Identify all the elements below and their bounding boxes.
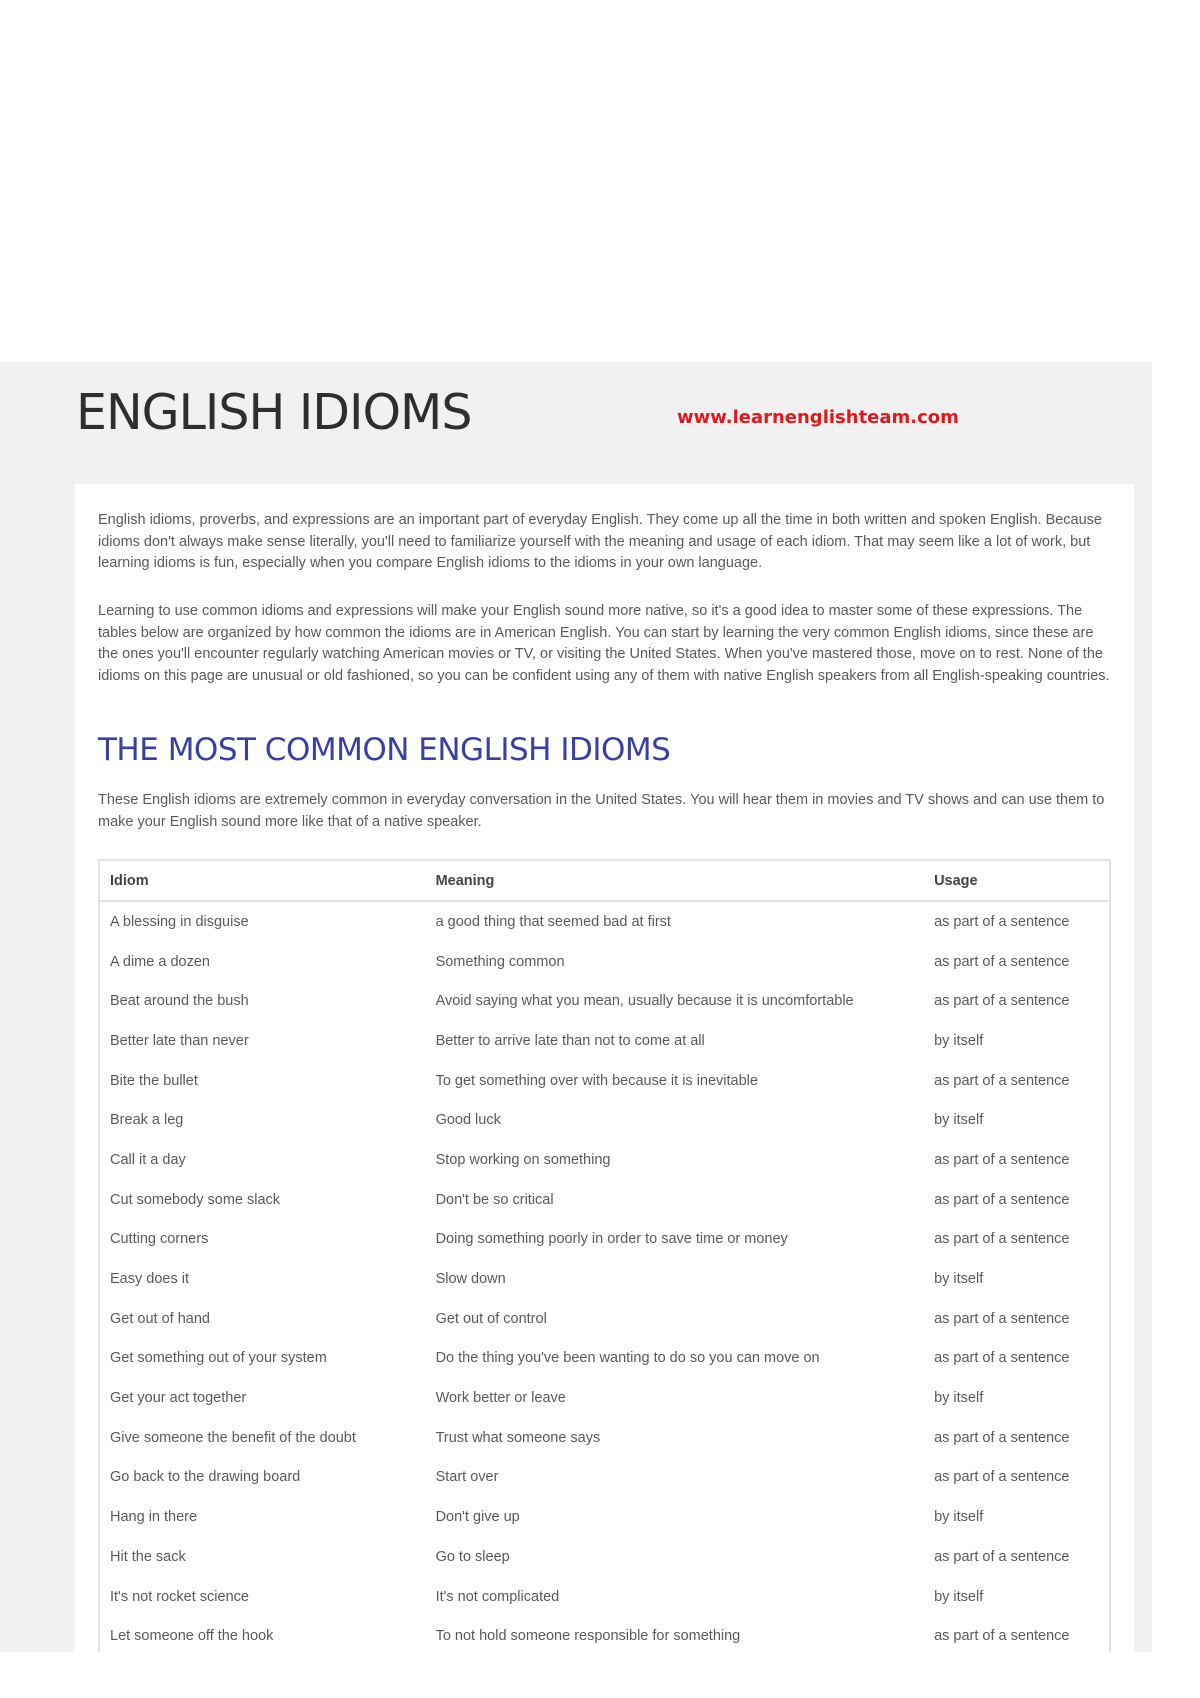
column-header-idiom: Idiom (99, 860, 426, 901)
cell-usage: by itself (934, 1271, 984, 1288)
cell-meaning: Avoid saying what you mean, usually because it is uncomfortable (435, 993, 854, 1010)
table-row (99, 1259, 1110, 1299)
cell-usage: by itself (934, 1112, 984, 1129)
cell-usage: as part of a sentence (934, 1231, 1070, 1248)
table-row (99, 1061, 1110, 1101)
table-row (99, 1220, 1110, 1260)
cell-meaning: It's not complicated (435, 1588, 560, 1605)
cell-idiom: Give someone the benefit of the doubt (110, 1429, 356, 1446)
table-body (99, 901, 1110, 1652)
cell-idiom: Get your act together (110, 1390, 247, 1407)
cell-usage: as part of a sentence (934, 1429, 1070, 1446)
cell-usage: as part of a sentence (934, 1310, 1070, 1327)
cell-idiom: Get something out of your system (110, 1350, 327, 1367)
content-card (75, 484, 1134, 1652)
table-row (99, 1577, 1110, 1617)
cell-idiom: A blessing in disguise (110, 913, 249, 930)
cell-idiom: Get out of hand (110, 1310, 210, 1327)
cell-meaning: Good luck (435, 1112, 501, 1129)
table-row (99, 1378, 1110, 1418)
cell-meaning: Do the thing you've been wanting to do so you can move on (435, 1350, 820, 1367)
cell-idiom: Let someone off the hook (110, 1628, 274, 1645)
table-row (99, 1180, 1110, 1220)
intro-paragraph-2: Learning to use common idioms and expressions will make your English sound more native, so it's a good idea to master some of these expressions. The tables below are organized by how common the idioms are in American English. You can start by learning the very common English idioms, since these are the ones you'll encounter regularly watching American movies or TV, or visiting the United States. When you've mastered those, move on to rest. None of the idioms on this page are unusual or old fashioned, so you can be confident using any of them with native English speakers from all English-speaking countries. (98, 603, 1110, 684)
intro-paragraph-1: English idioms, proverbs, and expressions are an important part of everyday English. They come up all the time in both written and spoken English. Because idioms don't always make sense literally, you'll need to familiarize yourself with the meaning and usage of each idiom. That may seem like a lot of work, but learning idioms is fun, especially when you compare English idioms to the idioms in your own language. (98, 512, 1102, 571)
table-header-row (99, 860, 1110, 901)
idiom-table (98, 859, 1111, 1652)
cell-usage: by itself (934, 1390, 984, 1407)
section-title: THE MOST COMMON ENGLISH IDIOMS (98, 732, 671, 768)
table-row (99, 1140, 1110, 1180)
table-row (99, 1418, 1110, 1458)
cell-usage: as part of a sentence (934, 953, 1070, 970)
cell-usage: as part of a sentence (934, 1191, 1070, 1208)
table-row (99, 901, 1110, 942)
table-row (99, 1537, 1110, 1577)
table-row (99, 1100, 1110, 1140)
table-row (99, 1458, 1110, 1498)
page-band (0, 362, 1152, 1652)
table-row (99, 981, 1110, 1021)
cell-meaning: Start over (435, 1469, 499, 1486)
cell-idiom: Bite the bullet (110, 1072, 198, 1089)
cell-usage: by itself (934, 1032, 984, 1049)
cell-meaning: Don't give up (435, 1509, 520, 1526)
cell-idiom: Better late than never (110, 1032, 249, 1049)
cell-idiom: Beat around the bush (110, 993, 249, 1010)
cell-meaning: Work better or leave (435, 1390, 566, 1407)
cell-meaning: Get out of control (435, 1310, 547, 1327)
cell-meaning: To get something over with because it is inevitable (435, 1072, 758, 1089)
table-row (99, 1299, 1110, 1339)
cell-meaning: a good thing that seemed bad at first (435, 913, 671, 930)
cell-idiom: Hit the sack (110, 1548, 186, 1565)
cell-idiom: Cut somebody some slack (110, 1191, 281, 1208)
cell-meaning: Go to sleep (435, 1548, 510, 1565)
cell-meaning: Doing something poorly in order to save time or money (435, 1231, 788, 1248)
cell-idiom: Go back to the drawing board (110, 1469, 301, 1486)
cell-idiom: It's not rocket science (110, 1588, 249, 1605)
cell-meaning: Better to arrive late than not to come at all (435, 1032, 705, 1049)
table-row (99, 1616, 1110, 1652)
cell-usage: as part of a sentence (934, 1628, 1070, 1645)
section-description: These English idioms are extremely common in everyday conversation in the United States. You will hear them in movies and TV shows and can use them to make your English sound more like that of a native speaker. (98, 792, 1105, 830)
cell-usage: as part of a sentence (934, 993, 1070, 1010)
website-link[interactable]: www.learnenglishteam.com (677, 407, 959, 428)
cell-meaning: Something common (435, 953, 565, 970)
cell-usage: as part of a sentence (934, 1469, 1070, 1486)
table-row (99, 942, 1110, 982)
cell-usage: as part of a sentence (934, 1151, 1070, 1168)
cell-usage: by itself (934, 1588, 984, 1605)
column-header-meaning: Meaning (426, 860, 925, 901)
cell-meaning: Don't be so critical (435, 1191, 554, 1208)
cell-usage: as part of a sentence (934, 1072, 1070, 1089)
cell-idiom: Easy does it (110, 1271, 189, 1288)
cell-idiom: Break a leg (110, 1112, 184, 1129)
cell-meaning: Trust what someone says (435, 1429, 601, 1446)
cell-idiom: A dime a dozen (110, 953, 210, 970)
cell-meaning: To not hold someone responsible for something (435, 1628, 741, 1645)
cell-usage: as part of a sentence (934, 1548, 1070, 1565)
cell-meaning: Slow down (435, 1271, 506, 1288)
cell-usage: as part of a sentence (934, 913, 1070, 930)
cell-usage: as part of a sentence (934, 1350, 1070, 1367)
table-row (99, 1497, 1110, 1537)
cell-usage: by itself (934, 1509, 984, 1526)
table-row (99, 1339, 1110, 1379)
cell-idiom: Hang in there (110, 1509, 198, 1526)
cell-meaning: Stop working on something (435, 1151, 611, 1168)
column-header-usage: Usage (924, 860, 1110, 901)
table-row (99, 1021, 1110, 1061)
cell-idiom: Cutting corners (110, 1231, 209, 1248)
cell-idiom: Call it a day (110, 1151, 186, 1168)
page-title: ENGLISH IDIOMS (76, 384, 472, 441)
